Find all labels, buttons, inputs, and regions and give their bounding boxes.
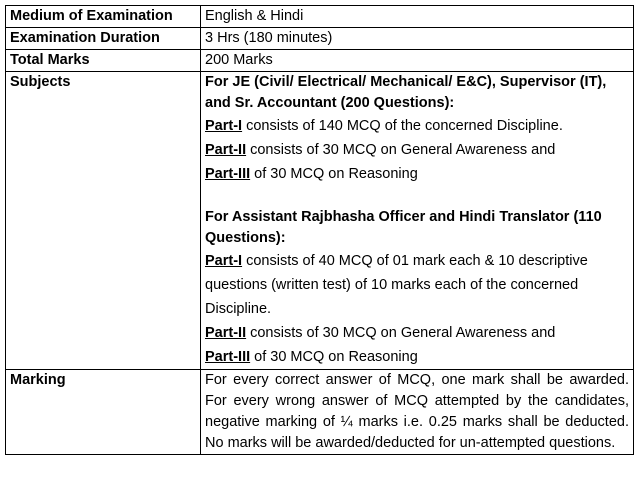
group2-part3 bbox=[205, 345, 629, 369]
medium-value: English & Hindi bbox=[201, 6, 634, 28]
marking-value: For every correct answer of MCQ, one mark shall be awarded. For every wrong answer of MCQ attempted by the candidates, negative marking of ¼ marks i.e. 0.25 marks shall be deducted. No marks will be awarded/deducted for un-attempted questions. bbox=[201, 370, 634, 455]
subjects-label: Subjects bbox=[6, 72, 201, 370]
part-text: consists of 40 MCQ of 01 mark each & 10 descriptive questions (written test) of 10 marks each of the concerned Discipline. bbox=[205, 253, 588, 317]
group1-part2 bbox=[205, 138, 629, 162]
part-label: Part-II bbox=[205, 325, 247, 341]
part-text: consists of 30 MCQ on General Awareness and bbox=[246, 325, 556, 341]
part-label: Part-III bbox=[205, 166, 251, 182]
total-marks-label: Total Marks bbox=[6, 50, 201, 72]
part-label: Part-I bbox=[205, 118, 243, 134]
marking-label: Marking bbox=[6, 370, 201, 455]
medium-label: Medium of Examination bbox=[6, 6, 201, 28]
part-text: consists of 140 MCQ of the concerned Discipline. bbox=[242, 118, 563, 134]
duration-label: Examination Duration bbox=[6, 28, 201, 50]
part-text: of 30 MCQ on Reasoning bbox=[250, 166, 418, 182]
group2-heading: For Assistant Rajbhasha Officer and Hindi Translator (110 Questions): bbox=[205, 209, 602, 246]
part-label: Part-III bbox=[205, 349, 251, 365]
subjects-value bbox=[201, 72, 634, 370]
total-marks-value: 200 Marks bbox=[201, 50, 634, 72]
group2-part1 bbox=[205, 249, 629, 321]
group1-heading: For JE (Civil/ Electrical/ Mechanical/ E&C), Supervisor (IT), and Sr. Accountant (200 Questions): bbox=[205, 74, 607, 111]
table-row bbox=[6, 50, 634, 72]
part-label: Part-II bbox=[205, 142, 247, 158]
group2-part2 bbox=[205, 321, 629, 345]
part-label: Part-I bbox=[205, 253, 243, 269]
group1-part3 bbox=[205, 162, 629, 186]
table-row bbox=[6, 28, 634, 50]
spacer bbox=[205, 186, 629, 207]
part-text: of 30 MCQ on Reasoning bbox=[250, 349, 418, 365]
table-row bbox=[6, 370, 634, 455]
group1-part1 bbox=[205, 114, 629, 138]
duration-value: 3 Hrs (180 minutes) bbox=[201, 28, 634, 50]
table-row bbox=[6, 6, 634, 28]
part-text: consists of 30 MCQ on General Awareness and bbox=[246, 142, 556, 158]
exam-details-table bbox=[5, 5, 634, 455]
table-row bbox=[6, 72, 634, 370]
